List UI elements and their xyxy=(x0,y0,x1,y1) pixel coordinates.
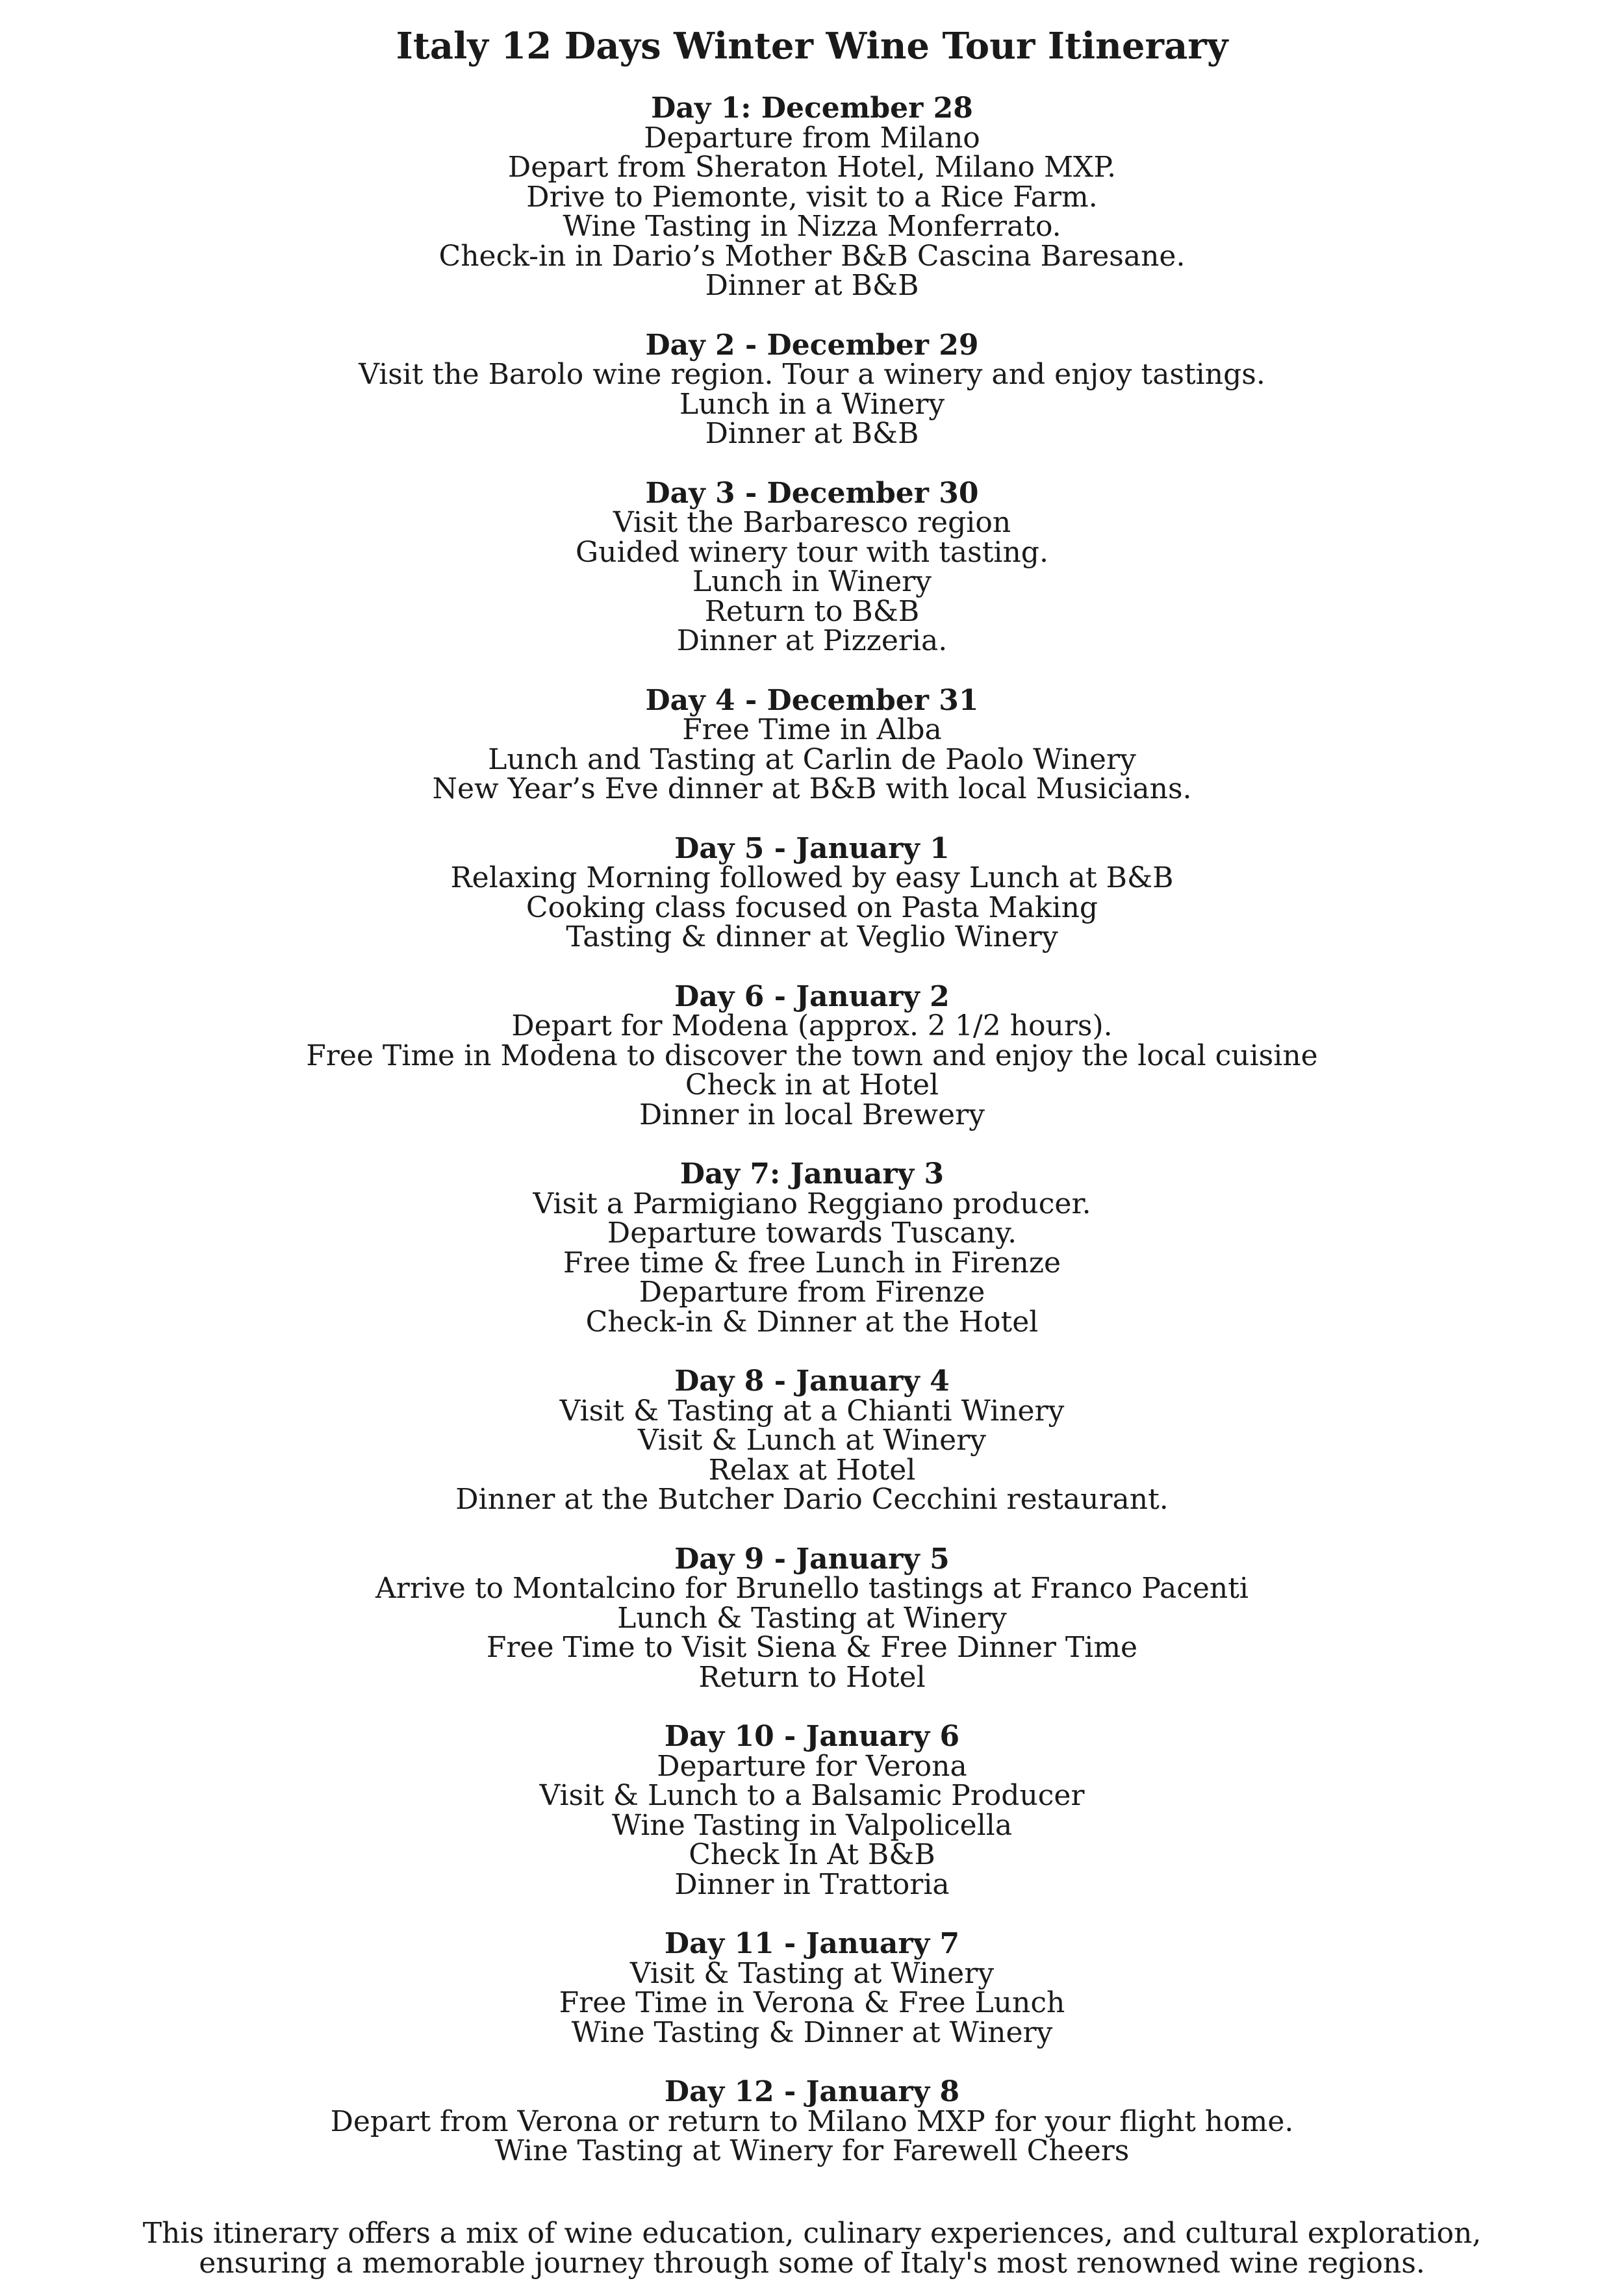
activity-line: Visit & Tasting at a Chianti Winery xyxy=(559,1394,1065,1428)
activity-line: Check-in & Dinner at the Hotel xyxy=(585,1305,1039,1339)
activity-line: Arrive to Montalcino for Brunello tastings at Franco Pacenti xyxy=(375,1572,1249,1605)
activity-line: Drive to Piemonte, visit to a Rice Farm. xyxy=(526,180,1098,214)
activity-line: Dinner at B&B xyxy=(705,269,919,302)
activity-line: Wine Tasting at Winery for Farewell Cheers xyxy=(494,2134,1130,2167)
day-heading: Day 8 - January 4 xyxy=(674,1365,950,1398)
day-section xyxy=(0,1542,1624,1694)
activity-line: Departure for Verona xyxy=(657,1749,967,1783)
activity-line: Dinner at B&B xyxy=(705,417,919,450)
activity-line: Depart from Sheraton Hotel, Milano MXP. xyxy=(507,151,1117,184)
activity-line: Free Time to Visit Siena & Free Dinner Time xyxy=(486,1631,1138,1664)
day-heading: Day 1: December 28 xyxy=(651,92,973,125)
activity-line: Lunch & Tasting at Winery xyxy=(617,1601,1007,1635)
day-section xyxy=(0,1929,1624,2047)
activity-line: Visit & Lunch to a Balsamic Producer xyxy=(539,1779,1085,1812)
day-list xyxy=(0,94,1624,2196)
page-title: Italy 12 Days Winter Wine Tour Itinerary xyxy=(396,25,1228,68)
day-section xyxy=(0,1367,1624,1515)
activity-line: Lunch in Winery xyxy=(692,565,932,598)
day-section xyxy=(0,328,1624,450)
activity-line: Departure from Firenze xyxy=(639,1276,985,1309)
activity-line: Return to Hotel xyxy=(698,1660,926,1694)
activity-line: Relaxing Morning followed by easy Lunch at B&B xyxy=(450,861,1174,894)
day-section xyxy=(0,94,1624,301)
day-section xyxy=(0,683,1624,805)
activity-line: Wine Tasting in Nizza Monferrato. xyxy=(563,210,1061,243)
activity-line: Lunch in a Winery xyxy=(679,387,945,421)
day-section xyxy=(0,979,1624,1131)
activity-line: Lunch and Tasting at Carlin de Paolo Winery xyxy=(488,742,1136,776)
activity-line: Visit a Parmigiano Reggiano producer. xyxy=(533,1187,1091,1220)
day-section xyxy=(0,1722,1624,1899)
day-heading: Day 10 - January 6 xyxy=(664,1720,960,1753)
activity-line: Return to B&B xyxy=(704,594,920,628)
activity-line: Wine Tasting & Dinner at Winery xyxy=(571,2015,1053,2049)
activity-line: Depart for Modena (approx. 2 1/2 hours). xyxy=(511,1009,1113,1042)
day-heading: Day 3 - December 30 xyxy=(645,476,979,510)
day-section xyxy=(0,1159,1624,1337)
activity-line: Tasting & dinner at Veglio Winery xyxy=(566,920,1058,953)
summary-paragraph xyxy=(0,2219,1624,2278)
activity-line: Departure towards Tuscany. xyxy=(607,1217,1017,1250)
activity-line: Relax at Hotel xyxy=(708,1453,916,1487)
activity-line: Free Time in Modena to discover the town and enjoy the local cuisine xyxy=(306,1039,1318,1072)
activity-line: Visit & Tasting at Winery xyxy=(629,1956,995,1990)
day-section xyxy=(0,2077,1624,2166)
activity-line: Visit & Lunch at Winery xyxy=(637,1424,987,1457)
summary-line: This itinerary offers a mix of wine education, culinary experiences, and cultural exploration, xyxy=(142,2217,1482,2250)
activity-line: Dinner at the Butcher Dario Cecchini restaurant. xyxy=(455,1483,1169,1516)
day-heading: Day 11 - January 7 xyxy=(664,1927,960,1960)
day-heading: Day 12 - January 8 xyxy=(664,2075,960,2108)
activity-line: Free Time in Alba xyxy=(682,713,942,746)
day-heading: Day 7: January 3 xyxy=(679,1157,945,1191)
activity-line: Dinner in local Brewery xyxy=(639,1098,985,1131)
activity-line: Guided winery tour with tasting. xyxy=(576,535,1048,569)
activity-line: Check-in in Dario’s Mother B&B Cascina Baresane. xyxy=(438,239,1186,273)
day-heading: Day 5 - January 1 xyxy=(674,831,950,865)
activity-line: Visit the Barolo wine region. Tour a winery and enjoy tastings. xyxy=(359,358,1265,391)
summary-line: ensuring a memorable journey through some of Italy's most renowned wine regions. xyxy=(199,2246,1425,2280)
activity-line: Visit the Barbaresco region xyxy=(613,506,1011,539)
activity-line: Cooking class focused on Pasta Making xyxy=(526,890,1098,924)
activity-line: Dinner at Pizzeria. xyxy=(676,624,948,657)
activity-line: New Year’s Eve dinner at B&B with local Musicians. xyxy=(432,772,1192,805)
day-section xyxy=(0,831,1624,953)
day-heading: Day 4 - December 31 xyxy=(645,683,979,717)
activity-line: Check In At B&B xyxy=(689,1838,935,1871)
activity-line: Departure from Milano xyxy=(644,121,980,155)
activity-line: Check in at Hotel xyxy=(685,1068,939,1102)
activity-line: Depart from Verona or return to Milano MXP for your flight home. xyxy=(330,2104,1294,2138)
activity-line: Dinner in Trattoria xyxy=(674,1867,950,1901)
day-heading: Day 2 - December 29 xyxy=(645,328,979,362)
day-heading: Day 6 - January 2 xyxy=(674,979,950,1013)
activity-line: Free Time in Verona & Free Lunch xyxy=(559,1986,1065,2019)
day-heading: Day 9 - January 5 xyxy=(674,1542,950,1576)
activity-line: Wine Tasting in Valpolicella xyxy=(611,1808,1013,1842)
activity-line: Free time & free Lunch in Firenze xyxy=(563,1246,1061,1280)
day-section xyxy=(0,476,1624,657)
